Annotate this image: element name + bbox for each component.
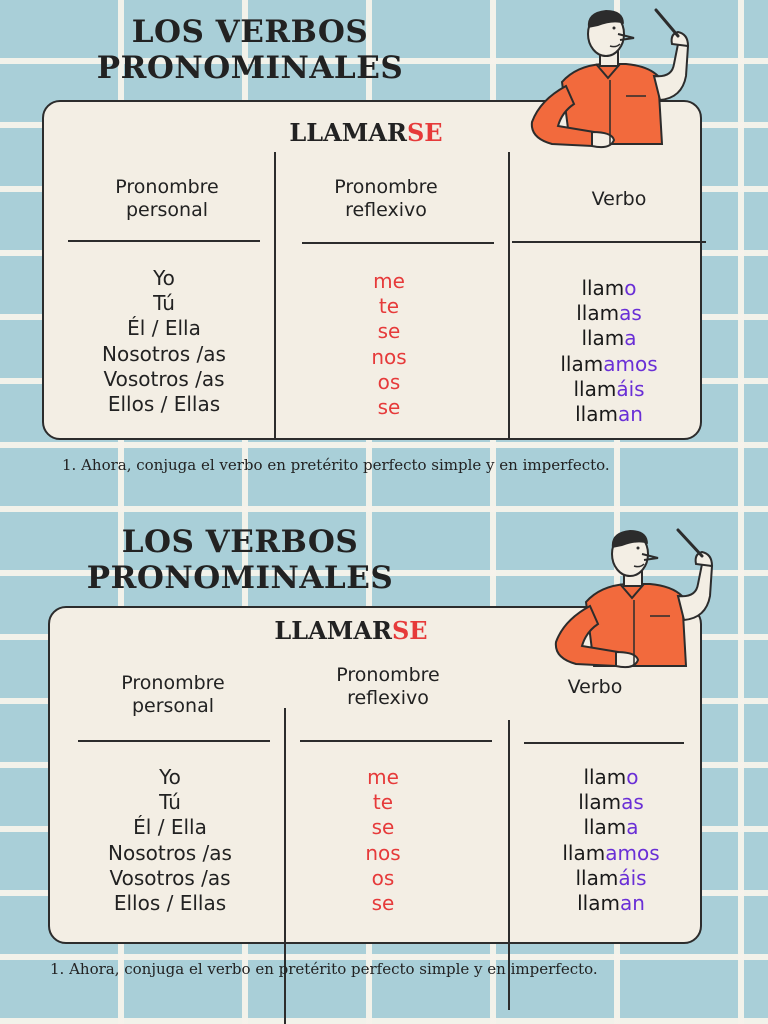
personal-pronoun-list xyxy=(80,765,260,916)
verb-stem: llam xyxy=(578,790,622,815)
verb-stem: llam xyxy=(562,840,606,865)
reflexive-pronoun: nos xyxy=(365,840,401,865)
pointer-stick-icon xyxy=(656,10,678,36)
personal-pronoun: Vosotros /as xyxy=(109,865,231,890)
verb-form xyxy=(546,841,676,866)
header-verb: Verbo xyxy=(567,676,623,698)
reflexive-pronoun-list xyxy=(328,765,438,916)
header-divider-1 xyxy=(68,240,260,242)
reflexive-pronoun-list xyxy=(334,269,444,420)
verb-form-list xyxy=(544,276,674,427)
column-divider-2 xyxy=(508,152,510,438)
verb-base: LLAMAR xyxy=(289,118,407,147)
header-reflexive: Pronombre reflexivo xyxy=(334,176,438,221)
title-line-2: PRONOMINALES xyxy=(86,560,394,596)
title-line-2: PRONOMINALES xyxy=(96,50,404,86)
verb-form xyxy=(544,276,674,301)
verb-suffix: SE xyxy=(391,616,428,645)
personal-pronoun: Él / Ella xyxy=(127,316,201,341)
personal-pronoun: Él / Ella xyxy=(133,815,207,840)
reflexive-pronoun: me xyxy=(373,269,405,293)
personal-pronoun: Nosotros /as xyxy=(108,840,232,865)
reflexive-pronoun: nos xyxy=(371,344,407,369)
verb-form xyxy=(544,402,674,427)
reflexive-pronoun: se xyxy=(371,891,395,916)
header-reflexive: Pronombre reflexivo xyxy=(336,664,440,709)
reflexive-pronoun: me xyxy=(367,765,399,789)
verb-ending: a xyxy=(624,326,637,351)
reflexive-pronoun: te xyxy=(378,294,400,319)
header-divider-2 xyxy=(302,242,494,244)
verb-stem: llam xyxy=(581,326,625,351)
verb-stem: llam xyxy=(577,891,620,916)
section-2 xyxy=(0,500,768,1024)
page-title xyxy=(70,14,430,86)
column-divider-1 xyxy=(274,152,276,438)
verb-stem: llam xyxy=(575,402,618,427)
verb-ending: a xyxy=(626,815,639,840)
verb-stem: llam xyxy=(581,276,625,300)
verb-form xyxy=(544,352,674,377)
reflexive-pronoun: se xyxy=(377,395,401,420)
verb-suffix: SE xyxy=(406,118,443,147)
exercise-note: 1. Ahora, conjuga el verbo en pretérito perfecto simple y en imperfecto. xyxy=(62,456,610,474)
page-title xyxy=(60,524,420,596)
verb-form xyxy=(544,377,674,402)
personal-pronoun: Yo xyxy=(153,266,175,290)
verb-ending: amos xyxy=(603,351,658,376)
personal-pronoun: Vosotros /as xyxy=(103,366,225,391)
verb-stem: llam xyxy=(573,376,617,401)
reflexive-pronoun: os xyxy=(377,369,401,394)
title-line-1: LOS VERBOS xyxy=(131,14,369,50)
verb-ending: an xyxy=(617,402,643,427)
verb-form xyxy=(546,866,676,891)
verb-stem: llam xyxy=(575,865,619,890)
verb-ending: o xyxy=(624,276,637,300)
personal-pronoun: Nosotros /as xyxy=(102,341,226,366)
verb-stem: llam xyxy=(583,815,627,840)
verb-stem: llam xyxy=(560,351,604,376)
exercise-note: 1. Ahora, conjuga el verbo en pretérito perfecto simple y en imperfecto. xyxy=(50,960,598,978)
verb-stem: llam xyxy=(583,765,627,789)
header-personal: Pronombre personal xyxy=(115,176,219,221)
verb-stem: llam xyxy=(576,301,620,326)
teacher-illustration xyxy=(546,526,716,674)
verb-form xyxy=(546,765,676,790)
verb-form xyxy=(544,301,674,326)
verb-ending: o xyxy=(626,765,639,789)
verb-base: LLAMAR xyxy=(274,616,392,645)
title-line-1: LOS VERBOS xyxy=(121,524,359,560)
verb-ending: an xyxy=(619,891,645,916)
reflexive-pronoun: se xyxy=(371,815,395,840)
verb-ending: as xyxy=(619,301,642,326)
header-divider-1 xyxy=(78,740,270,742)
verb-ending: áis xyxy=(616,376,645,401)
personal-pronoun: Tú xyxy=(153,291,175,316)
teacher-illustration xyxy=(522,4,692,156)
verb-form-list xyxy=(546,765,676,916)
verb-ending: áis xyxy=(618,865,647,890)
personal-pronoun: Tú xyxy=(159,790,181,815)
verb-form xyxy=(546,815,676,840)
pointer-stick-icon xyxy=(678,530,702,556)
reflexive-pronoun: se xyxy=(377,319,401,344)
personal-pronoun: Ellos / Ellas xyxy=(113,891,227,916)
header-divider-3 xyxy=(512,241,706,243)
header-verb: Verbo xyxy=(591,188,647,210)
verb-form xyxy=(546,790,676,815)
header-personal: Pronombre personal xyxy=(121,672,225,717)
reflexive-pronoun: os xyxy=(371,865,395,890)
verb-ending: as xyxy=(621,790,644,815)
verb-ending: amos xyxy=(605,840,660,865)
personal-pronoun: Yo xyxy=(159,765,181,789)
header-divider-3 xyxy=(524,742,684,744)
personal-pronoun: Ellos / Ellas xyxy=(107,392,221,417)
verb-form xyxy=(546,891,676,916)
verb-form xyxy=(544,326,674,351)
section-1 xyxy=(0,0,768,500)
reflexive-pronoun: te xyxy=(372,790,394,815)
header-divider-2 xyxy=(300,740,492,742)
personal-pronoun-list xyxy=(74,266,254,417)
